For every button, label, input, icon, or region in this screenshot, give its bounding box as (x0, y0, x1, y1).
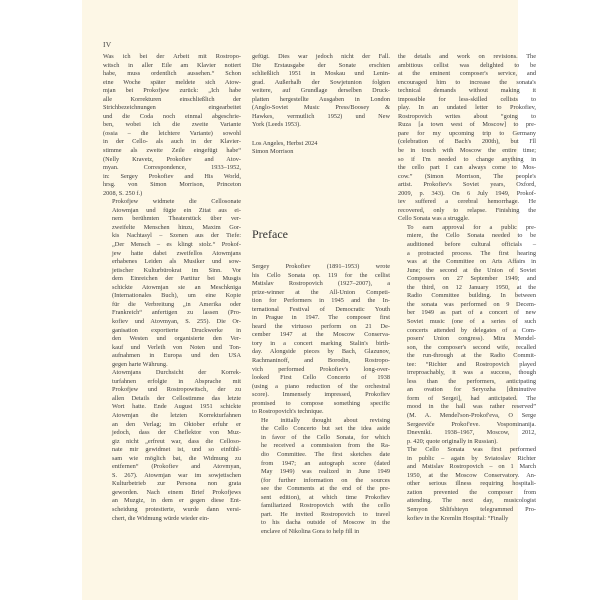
text-line: habe, muss ordentlich aussehen.“ Schon (103, 70, 241, 78)
english-text-column (252, 263, 390, 537)
text-line: (using a piano reduction of the orchestral (252, 382, 390, 390)
text-line: Atowmjans Durchsicht der Korrek- (112, 369, 241, 377)
text-line: 1950, at the Moscow Conservatory. An- (407, 471, 536, 479)
text-line: hrsg. von Simon Morrison, Princeton (103, 181, 241, 189)
text-line: an den Verlag; im Oktober erfuhr er (112, 420, 241, 428)
text-line: sam wie möglich bat, die Widmung zu (112, 454, 241, 462)
text-line: Atowmjan und fügte ein Zitat aus ei- (112, 206, 241, 214)
text-line: stimme als zweite Zeile eingefügt habe“ (103, 147, 241, 155)
text-line: grad. Außerhalb der Sowjetunion folgten (252, 78, 390, 86)
text-line: score). Immensely impressed, Prokofiev (252, 391, 390, 399)
text-line: (M. A. Mendel'son-Prokof'eva, O Serge (407, 411, 536, 419)
text-line: to Rostropovich's technique. (252, 408, 324, 416)
text-line: auditioned before cultural officials – (407, 241, 536, 249)
text-line: Atowmjan die letzten Korrekturfahnen (112, 411, 241, 419)
text-line: eine Woche später meldete sich Atow- (103, 78, 241, 86)
text-line: cember 1947 at the Moscow Conserva- (252, 331, 390, 339)
text-line: day. Alongside pieces by Bach, Glazunov, (252, 348, 390, 356)
text-line: Rachmaninoff, and Borodin, Rostropo- (252, 357, 390, 365)
text-line: Frankreich“ anfertigen zu lassen (Pro- (112, 309, 241, 317)
text-line: Wort hatte. Ende August 1951 schickte (112, 403, 241, 411)
text-line: 2009, p. 343). On 6 July 1949, Prokof- (398, 189, 536, 197)
text-line: dem Einreichen der Partitur bei Musgis (112, 275, 241, 283)
section-heading-preface: Preface (252, 226, 288, 241)
text-line: witsch in aller Eile am Klavier notiert (103, 61, 241, 69)
text-line: ganisation exportierte Druckwerke in (112, 326, 241, 334)
text-line: in der Cello- als auch in der Klavier- (103, 138, 241, 146)
text-line: play. In an undated letter to Prokofiev, (398, 104, 536, 112)
text-line: to his dacha outside of Moscow in the (261, 519, 390, 527)
text-line: (Internationales Buch), um eine Kopie (112, 292, 241, 300)
text-line: Soviet music (one of a series of such (407, 317, 536, 325)
text-line: June; the second at the Union of Soviet (407, 266, 536, 274)
text-line: ternational Festival of Democratic Youth (252, 305, 390, 313)
page-number: IV (103, 40, 112, 49)
text-line: gegen harte Währung. (112, 360, 168, 368)
text-line: Composers on 27 September 1949; and (407, 275, 536, 283)
text-line: jew hatte dabei zweifellos Atowmjans (112, 249, 241, 257)
text-line: artist. Prokofiev's Soviet years, Oxford, (398, 181, 536, 189)
text-line: the sonata was performed on 9 Decem- (407, 300, 536, 308)
paragraph (103, 53, 241, 198)
text-line: kofiev in the Kremlin Hospital: “Finally (407, 514, 509, 522)
signature-author: Simon Morrison (252, 148, 294, 156)
text-line: entfernen“ (Prokofiev and Atovmyan, (112, 463, 241, 471)
paragraph (252, 417, 390, 537)
text-line: tee: “Richter and Rostropovich played (407, 360, 536, 368)
text-line: familiarized Rostropovich with the cello (261, 502, 390, 510)
text-line: Mstislav Rostropovich (1927–2007), a (252, 280, 390, 288)
english-text-continuation (398, 53, 536, 523)
text-line: pare for my upcoming trip to Germany (398, 129, 536, 137)
text-line: erhabenes Leiden als Musiker und sow- (112, 258, 241, 266)
text-line: Die Erstausgabe der Sonate erschien (252, 61, 390, 69)
text-line: „Der Mensch – es klingt stolz.“ Prokof- (112, 241, 241, 249)
text-line: encouraged him to increase the sonata's (398, 78, 536, 86)
text-line: jetischer Kulturbürokrat im Sinn. Vor (112, 266, 241, 274)
text-line: Dnevniki. 1938–1967, Moscow, 2012, (407, 429, 536, 437)
text-line: prize-winner at the All-Union Competi- (252, 288, 390, 296)
text-line: kis Nachtasyl – Szenen aus der Tiefe: (112, 232, 241, 240)
text-line: irreproachably, it was a success, though (407, 369, 536, 377)
text-line: Semyon Shlifshteyn telegrammed Pro- (407, 505, 536, 513)
text-line: attending. The next day, musicologist (407, 497, 536, 505)
text-line: from 1947; an autograph score (dated (261, 459, 390, 467)
text-line: myan. Correspondence, 1933–1952, (103, 164, 241, 172)
text-line: in public – again by Sviatoslav Richter (407, 454, 536, 462)
text-line: the third, on 12 January 1950, at the (407, 283, 536, 291)
text-line: 2008, S. 250 f.) (103, 189, 143, 197)
text-line: Sergey Prokofiev (1891–1953) wrote (252, 263, 390, 270)
text-line: (for further information on the sources (261, 476, 390, 484)
text-line: and Mstislav Rostropovich – on 1 March (407, 463, 536, 471)
paragraph (398, 224, 536, 446)
text-line: be in touch with Moscow the entire time; (398, 147, 536, 155)
text-line: was at the Committee on Arts Affairs in (407, 258, 536, 266)
text-line: (Nelly Kravetz, Prokofiev and Atov- (103, 155, 241, 163)
text-line: Ruza [a town west of Moscow] to pre- (398, 121, 536, 129)
text-line: Cello Sonata was a struggle. (398, 215, 470, 223)
text-line: York (Leeds 1953). (252, 121, 301, 129)
text-line: the Cello Concerto but set the idea aside (261, 425, 390, 433)
text-line: mjan bei Prokofjew zurück: „Ich habe (103, 87, 241, 95)
text-line: (celebration of Bach's 200th), but I'll (398, 138, 536, 146)
text-line: in favor of the Cello Sonata, for which (261, 433, 390, 441)
text-line: a protracted process. The first hearing (407, 249, 536, 257)
text-line: promised to compose something specific (252, 399, 390, 407)
text-line: so if I'm needed to change anything in (398, 155, 536, 163)
text-line: kauf und Verleih von Noten und Ton- (112, 343, 241, 351)
text-line: miere, the Cello Sonata needed to be (407, 232, 536, 240)
text-line: geworden. Nach einem Brief Prokofjews (112, 488, 241, 496)
text-line: schließlich 1951 in Moskau und Lenin- (252, 70, 390, 78)
text-line: he received a commission from the Ra- (261, 442, 390, 450)
text-line: the details and work on revisions. The (398, 53, 536, 60)
german-text-continuation (252, 53, 390, 157)
text-line: Kulturbetrieb zur Persona non grata (112, 480, 241, 488)
text-line: gefügt. Dies war jedoch nicht der Fall. (252, 53, 390, 60)
text-line: his Cello Sonata op. 119 for the cellist (252, 271, 390, 279)
text-line: concerts attended by delegates of a Com- (407, 326, 536, 334)
text-line: at the eminent composer's service, and (398, 70, 536, 78)
signature-block (252, 140, 390, 157)
text-line: enclave of Nikolina Gora to help fill in (261, 527, 360, 535)
text-line: giz nicht „erfreut war, dass die Celloso- (112, 437, 241, 445)
text-line: turfahnen erfolgte in Absprache mit (112, 377, 241, 385)
text-line: schickte Atowmjan sie an Meschkniga (112, 283, 241, 291)
text-line: other serious illness requiring hospitali- (407, 480, 536, 488)
text-line: To earn approval for a public pre- (407, 223, 536, 231)
text-line: alle Korrekturen einschließlich der (103, 95, 241, 103)
text-line: the run-through at the Radio Commit- (407, 352, 536, 360)
text-line: den Westen und organisierte den Ver- (112, 335, 241, 343)
text-line: heard the virtuoso perform on 21 De- (252, 322, 390, 330)
text-line: tory in a concert marking Stalin's birth- (252, 339, 390, 347)
text-line: sent edition), at which time Prokofiev (261, 493, 390, 501)
text-line: p. 420; quote originally in Russian). (407, 437, 498, 445)
text-line: kofiev und Atovmyan, S. 255). Die Or- (112, 317, 241, 325)
text-line: He initially thought about revising (261, 416, 390, 424)
text-line: posers' Union congress). Mira Mendel- (407, 335, 536, 343)
text-line: tion for Performers in 1945 and the In- (252, 297, 390, 305)
paragraph (103, 198, 241, 369)
text-line: zweifelte Menschen hinzu, Maxim Gor- (112, 223, 241, 231)
text-line: in Prague in 1947. The composer first (252, 314, 390, 322)
text-line: part. He invited Rostropovich to travel (261, 510, 390, 518)
text-line: technical demands without making it (398, 87, 536, 95)
text-line: less than the performers, anticipating (407, 377, 536, 385)
text-line: son, the composer's second wife, recalled (407, 343, 536, 351)
text-line: nem berühmten Theaterstück über ver- (112, 215, 241, 223)
text-line: (ossia – die leichtere Variante) sowohl (103, 129, 241, 137)
text-line: an Muzgiz, in dem er gegen diese Ent- (112, 497, 241, 505)
text-line: May 1949) was realized in June 1949 (261, 468, 390, 476)
text-line: form of Sergei], had anticipated. The (407, 394, 536, 402)
text-line: The Cello Sonata was first performed (407, 446, 536, 454)
text-line: cow.” (Simon Morrison, The people's (398, 172, 536, 180)
german-text-column (103, 53, 241, 523)
text-line: iev suffered a cerebral hemorrhage. He (398, 198, 536, 206)
text-line: ben, wobei ich die zweite Variante (103, 121, 241, 129)
text-line: (Anglo-Soviet Music Press/Boosey & (252, 104, 390, 112)
text-line: recovered, only to relapse. Finishing the (398, 206, 536, 214)
text-line: the cello part I can always come to Mos- (398, 164, 536, 172)
text-line: Strichbezeichnungen eingearbeitet (103, 104, 241, 112)
paragraph (103, 369, 241, 523)
text-line: weitere, auf Grundlage derselben Druck- (252, 87, 390, 95)
paragraph (252, 263, 390, 417)
text-line: platten hergestellte Ausgaben in London (252, 95, 390, 103)
signature-place-date: Los Angeles, Herbst 2024 (252, 139, 318, 147)
text-line: vich performed Prokofiev's long-over- (252, 365, 390, 373)
text-line: S. 267). Atowmjan war im sowjetischen (112, 471, 241, 479)
text-line: nate mir gewidmet ist, und so einfühl- (112, 446, 241, 454)
text-line: see the Comments at the end of the pre- (261, 485, 390, 493)
paragraph (252, 53, 390, 130)
text-line: ambitious cellist was delighted to be (398, 61, 536, 69)
text-line: Radio Committee building. In between (407, 292, 536, 300)
text-line: Hawkes, vermutlich 1952) und New (252, 112, 390, 120)
text-line: looked First Cello Concerto of 1938 (252, 374, 390, 382)
text-line: ber 1949 as part of a concert of new (407, 309, 536, 317)
text-line: dio Committee. The first sketches date (261, 451, 390, 459)
text-line: für die Verbreitung „in Amerika oder (112, 300, 241, 308)
text-line: Rostropovich writes about “going to (398, 112, 536, 120)
text-line: und die Coda noch einmal abgeschrie- (103, 112, 241, 120)
text-line: Prokofjew widmete die Cellosonate (112, 198, 241, 206)
text-line: mood in the hall was rather reserved” (407, 403, 536, 411)
text-line: jedoch, dass der Cheflektor von Muz- (112, 429, 241, 437)
text-line: Was ich bei der Arbeit mit Rostropo- (103, 53, 241, 60)
paragraph (398, 446, 536, 523)
text-line: impossible for less-skilled cellists to (398, 95, 536, 103)
text-line: an ovation for Seryozha [diminutive (407, 386, 536, 394)
text-line: zation prevented the composer from (407, 488, 536, 496)
text-line: Sergeeviče Prokof'eve. Vospominanija. (407, 420, 536, 428)
text-line: chert, die Widmung würde wieder ein- (112, 514, 210, 522)
text-line: scheidung protestierte, wurde dann versi- (112, 505, 241, 513)
text-line: Prokofjew und Rostropowitsch, der zu (112, 386, 241, 394)
paragraph (398, 53, 536, 224)
text-line: in: Sergey Prokofiev and His World, (103, 172, 241, 180)
text-line: aufnahmen in Europa und den USA (112, 352, 241, 360)
text-line: allen Details der Cellostimme das letzte (112, 394, 241, 402)
